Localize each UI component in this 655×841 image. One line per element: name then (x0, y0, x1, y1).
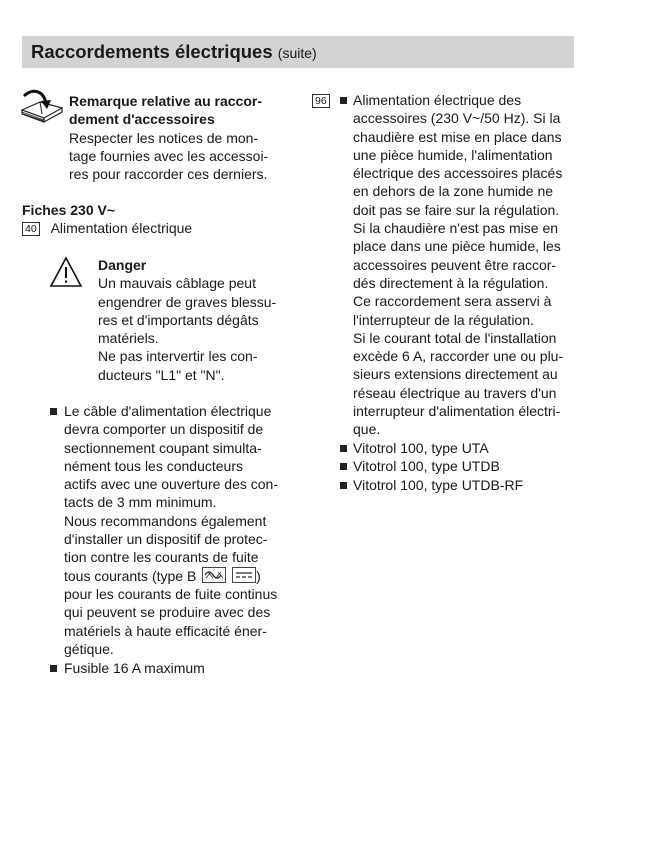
ref-label: Alimentation électrique (50, 220, 193, 236)
note-title-line: Remarque relative au raccor- (69, 93, 262, 109)
bullet-item (64, 659, 205, 677)
bullet-line: accessoires peuvent être raccor- (353, 256, 557, 273)
bullet-line: gétique. (64, 640, 114, 657)
bullet-line: Vitotrol 100, type UTA (353, 440, 489, 456)
danger-title: Danger (98, 257, 147, 273)
bullet-line: sectionnement coupant simulta- (64, 439, 262, 456)
danger-line: res et d'importants dégâts (98, 311, 259, 328)
bullet-line: qui peuvent se produire avec des (64, 604, 271, 621)
bullet-line: que. (353, 421, 381, 438)
bullet-line: place dans une pièce humide, les (353, 238, 561, 255)
bullet-line: accessoires (230 V~/50 Hz). Si la (353, 110, 561, 127)
bullet-item (353, 91, 563, 439)
section-header (22, 36, 574, 68)
bullet-item (64, 402, 278, 658)
bullet-line: matériels à haute efficacité éner- (64, 622, 267, 639)
bullet-line: sieurs extensions directement au (353, 366, 558, 383)
bullet-line: Alimentation électrique des (353, 92, 522, 108)
bullet-line: en dehors de la zone humide ne (353, 183, 554, 200)
note-title-line: dement d'accessoires (69, 111, 215, 128)
danger-line: Un mauvais câblage peut (98, 275, 256, 292)
page-title (31, 41, 317, 63)
bullet-line: pour les courants de fuite continus (64, 585, 278, 602)
header-title-text: Raccordements électriques (31, 41, 273, 62)
bullet-line: Si le courant total de l'installation (353, 329, 557, 346)
bullet-line: doit pas se faire sur la régulation. (353, 201, 560, 218)
bullet-line: Si la chaudière n'est pas mise en (353, 220, 559, 237)
header-suffix: (suite) (277, 45, 317, 61)
dc-symbol-icon (232, 567, 256, 583)
danger-line: Ne pas intervertir les con- (98, 348, 258, 365)
bullet-line: excède 6 A, raccorder une ou plu- (353, 348, 564, 365)
bullet-marker (340, 445, 347, 452)
bullet-line: chaudière est mise en place dans (353, 128, 562, 145)
bullet-line: Vitotrol 100, type UTDB (353, 458, 500, 474)
bullet-line: l'interrupteur de la régulation. (353, 311, 534, 328)
danger-line: engendrer de graves blessu- (98, 293, 277, 310)
ref-number-box: 40 (22, 222, 40, 236)
bullet-line: devra comporter un dispositif de (64, 421, 264, 438)
bullet-item (353, 457, 500, 475)
bullet-line: tion contre les courants de fuite (64, 549, 259, 566)
note-body-line: Respecter les notices de mon- (69, 129, 259, 146)
bullet-line: Le câble d'alimentation électrique (64, 403, 272, 419)
ac-wave-symbol-icon (202, 567, 226, 583)
bullet-item (353, 476, 523, 494)
bullet-line: Ce raccordement sera asservi à (353, 293, 552, 310)
ref-item-40 (22, 219, 192, 237)
note-body-line: tage fournies avec les accessoi- (69, 147, 269, 164)
bullet-marker (50, 408, 57, 415)
bullet-line: dés directement à la régulation. (353, 274, 549, 291)
bullet-marker (50, 665, 57, 672)
ref-number-box: 96 (312, 94, 330, 108)
note-body-line: res pour raccorder ces derniers. (69, 166, 268, 183)
section-heading: Fiches 230 V~ (22, 202, 116, 218)
bullet-line: électrique des accessoires placés (353, 165, 563, 182)
bullet-line: interrupteur d'alimentation électri- (353, 403, 561, 420)
bullet-line-with-symbols (64, 567, 278, 585)
bullet-line: une pièce humide, l'alimentation (353, 146, 553, 163)
bullet-item (353, 439, 489, 457)
bullet-line: actifs avec une ouverture des con- (64, 476, 279, 493)
warning-triangle-icon (49, 256, 83, 288)
bullet-marker (340, 482, 347, 489)
symbol-line-prefix: tous courants (type B (64, 567, 197, 584)
bullet-line: Nous recommandons également (64, 512, 267, 529)
bullet-line: Vitotrol 100, type UTDB-RF (353, 477, 524, 493)
bullet-line: réseau électrique au travers d'un (353, 384, 557, 401)
ref-item-96 (312, 91, 330, 109)
bullet-marker (340, 97, 347, 104)
danger-block (98, 256, 276, 384)
danger-line: ducteurs "L1" et "N". (98, 366, 225, 383)
bullet-line: d'installer un dispositif de protec- (64, 531, 268, 548)
bullet-line: Fusible 16 A maximum (64, 660, 205, 676)
open-book-icon (18, 88, 68, 126)
bullet-line: tacts de 3 mm minimum. (64, 494, 217, 511)
note-block (69, 92, 268, 183)
symbol-line-suffix: ) (256, 567, 261, 584)
danger-line: matériels. (98, 330, 159, 347)
bullet-marker (340, 463, 347, 470)
bullet-line: nément tous les conducteurs (64, 457, 243, 474)
